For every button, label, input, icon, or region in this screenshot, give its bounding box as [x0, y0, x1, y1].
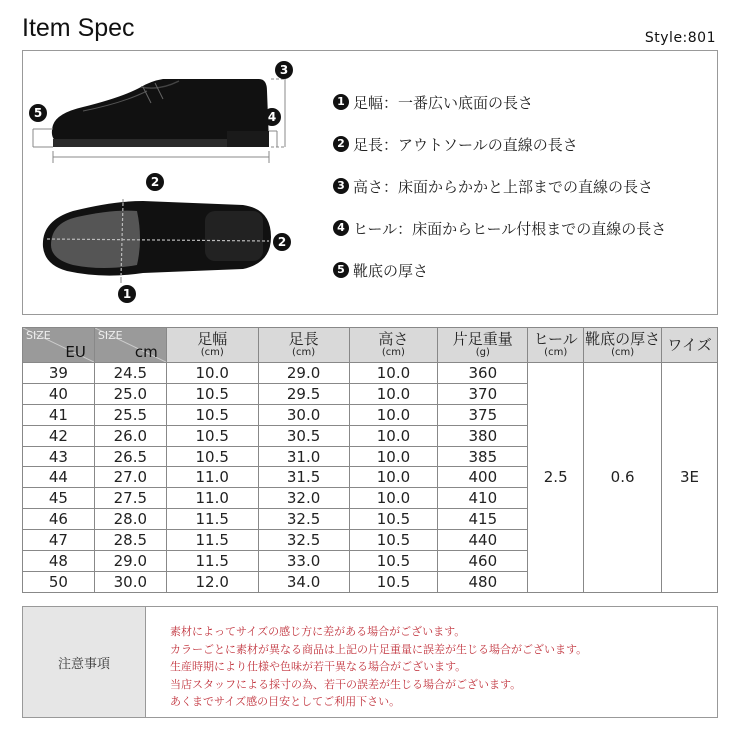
marker-1-width: 1 [118, 285, 136, 303]
table-cell: 460 [438, 551, 528, 572]
table-cell: 41 [23, 404, 95, 425]
table-cell: 40 [23, 383, 95, 404]
note-line: 当店スタッフによる採寸の為、若干の誤差が生じる場合がございます。 [170, 677, 522, 691]
table-cell-heel: 2.5 [528, 363, 584, 593]
spec-diagram-box [22, 50, 718, 315]
table-cell: 380 [438, 425, 528, 446]
notes-list [145, 607, 717, 717]
table-cell: 29.0 [258, 363, 349, 384]
notes-label: 注意事項 [23, 607, 145, 717]
table-cell: 10.5 [166, 404, 258, 425]
table-cell: 10.0 [349, 488, 438, 509]
table-cell: 30.0 [258, 404, 349, 425]
table-cell: 10.0 [349, 446, 438, 467]
table-cell: 31.5 [258, 467, 349, 488]
table-cell: 10.5 [349, 551, 438, 572]
legend-text: 足幅：一番広い底面の長さ [353, 93, 534, 112]
notes-box [22, 606, 718, 718]
table-cell: 10.0 [166, 363, 258, 384]
shoe-side-view [52, 79, 269, 147]
cm-label: cm [134, 343, 158, 361]
table-cell: 10.0 [349, 363, 438, 384]
table-cell: 11.0 [166, 467, 258, 488]
table-cell: 400 [438, 467, 528, 488]
shoe-illustration [23, 51, 323, 314]
table-cell: 10.0 [349, 404, 438, 425]
table-cell: 27.5 [94, 488, 166, 509]
table-cell: 10.0 [349, 425, 438, 446]
eu-size-header [23, 328, 95, 363]
table-cell: 360 [438, 363, 528, 384]
table-cell: 28.0 [94, 509, 166, 530]
table-cell: 370 [438, 383, 528, 404]
size-label: SIZE [97, 329, 123, 342]
table-cell: 11.0 [166, 488, 258, 509]
table-cell: 29.0 [94, 551, 166, 572]
marker-3-height: 3 [275, 61, 293, 79]
table-cell: 30.5 [258, 425, 349, 446]
table-cell-width: 3E [662, 363, 718, 593]
cm-size-header [94, 328, 166, 363]
legend-item [333, 165, 666, 207]
marker-2-sole-length: 2 [273, 233, 291, 251]
table-cell: 44 [23, 467, 95, 488]
legend-item [333, 81, 666, 123]
table-cell: 25.0 [94, 383, 166, 404]
table-cell: 43 [23, 446, 95, 467]
table-cell: 440 [438, 530, 528, 551]
header-wise: ワイズ [662, 328, 718, 363]
header-sole: 靴底の厚さ (cm) [584, 328, 662, 363]
marker-4-heel: 4 [263, 108, 281, 126]
table-cell: 27.0 [94, 467, 166, 488]
table-cell: 10.5 [349, 509, 438, 530]
header-weight: 片足重量 (g) [438, 328, 528, 363]
table-cell: 32.5 [258, 530, 349, 551]
note-line: 生産時期により仕様や色味が若干異なる場合がございます。 [170, 660, 467, 673]
measurement-legend [333, 81, 666, 291]
table-cell: 10.5 [349, 530, 438, 551]
header-heel: ヒール (cm) [528, 328, 584, 363]
header-width: 足幅 (cm) [166, 328, 258, 363]
table-cell: 32.5 [258, 509, 349, 530]
style-number: Style:801 [644, 30, 716, 46]
table-cell: 10.0 [349, 383, 438, 404]
table-cell: 410 [438, 488, 528, 509]
table-cell: 25.5 [94, 404, 166, 425]
table-cell: 42 [23, 425, 95, 446]
table-cell: 415 [438, 509, 528, 530]
header-length: 足長 (cm) [258, 328, 349, 363]
table-cell: 10.5 [166, 425, 258, 446]
legend-number: 4 [333, 220, 349, 236]
legend-text: 高さ：床面からかかと上部までの直線の長さ [353, 177, 654, 196]
table-cell: 31.0 [258, 446, 349, 467]
marker-5-sole: 5 [29, 104, 47, 122]
marker-2-length: 2 [146, 173, 164, 191]
table-cell: 45 [23, 488, 95, 509]
table-cell: 12.0 [166, 571, 258, 592]
page-title: Item Spec [22, 14, 135, 42]
table-cell: 34.0 [258, 571, 349, 592]
table-cell: 39 [23, 363, 95, 384]
table-cell: 50 [23, 571, 95, 592]
table-cell: 46 [23, 509, 95, 530]
table-cell: 11.5 [166, 530, 258, 551]
table-cell: 47 [23, 530, 95, 551]
shoe-sole-view [43, 201, 271, 276]
size-table [22, 327, 718, 593]
table-cell: 24.5 [94, 363, 166, 384]
table-header-row [23, 328, 718, 363]
table-cell: 33.0 [258, 551, 349, 572]
legend-number: 3 [333, 178, 349, 194]
table-cell: 26.0 [94, 425, 166, 446]
table-row [23, 363, 718, 384]
table-cell: 11.5 [166, 509, 258, 530]
legend-number: 5 [333, 262, 349, 278]
shoe-diagram [23, 51, 323, 314]
table-body [23, 363, 718, 593]
size-label: SIZE [26, 329, 51, 342]
table-cell: 385 [438, 446, 528, 467]
table-cell: 30.0 [94, 571, 166, 592]
legend-text: 足長：アウトソールの直線の長さ [353, 135, 578, 154]
legend-item [333, 123, 666, 165]
table-cell: 48 [23, 551, 95, 572]
table-cell: 26.5 [94, 446, 166, 467]
table-cell: 10.5 [166, 446, 258, 467]
header-height: 高さ (cm) [349, 328, 438, 363]
legend-text: 靴底の厚さ [353, 261, 429, 280]
table-cell: 375 [438, 404, 528, 425]
table-cell: 10.5 [349, 571, 438, 592]
eu-label: EU [65, 343, 86, 361]
legend-text: ヒール：床面からヒール付根までの直線の長さ [353, 219, 667, 238]
legend-item [333, 249, 666, 291]
table-cell: 11.5 [166, 551, 258, 572]
table-cell: 480 [438, 571, 528, 592]
table-cell: 10.0 [349, 467, 438, 488]
table-cell: 28.5 [94, 530, 166, 551]
note-line: あくまでサイズ感の目安としてご利用下さい。 [170, 695, 401, 708]
table-cell-sole: 0.6 [584, 363, 662, 593]
note-line: カラーごとに素材が異なる商品は上記の片足重量に誤差が生じる場合がございます。 [170, 642, 588, 656]
table-cell: 29.5 [258, 383, 349, 404]
legend-number: 1 [333, 94, 349, 110]
table-cell: 10.5 [166, 383, 258, 404]
note-line: 素材によってサイズの感じ方に差がある場合がございます。 [170, 625, 466, 638]
legend-number: 2 [333, 136, 349, 152]
legend-item [333, 207, 666, 249]
table-cell: 32.0 [258, 488, 349, 509]
